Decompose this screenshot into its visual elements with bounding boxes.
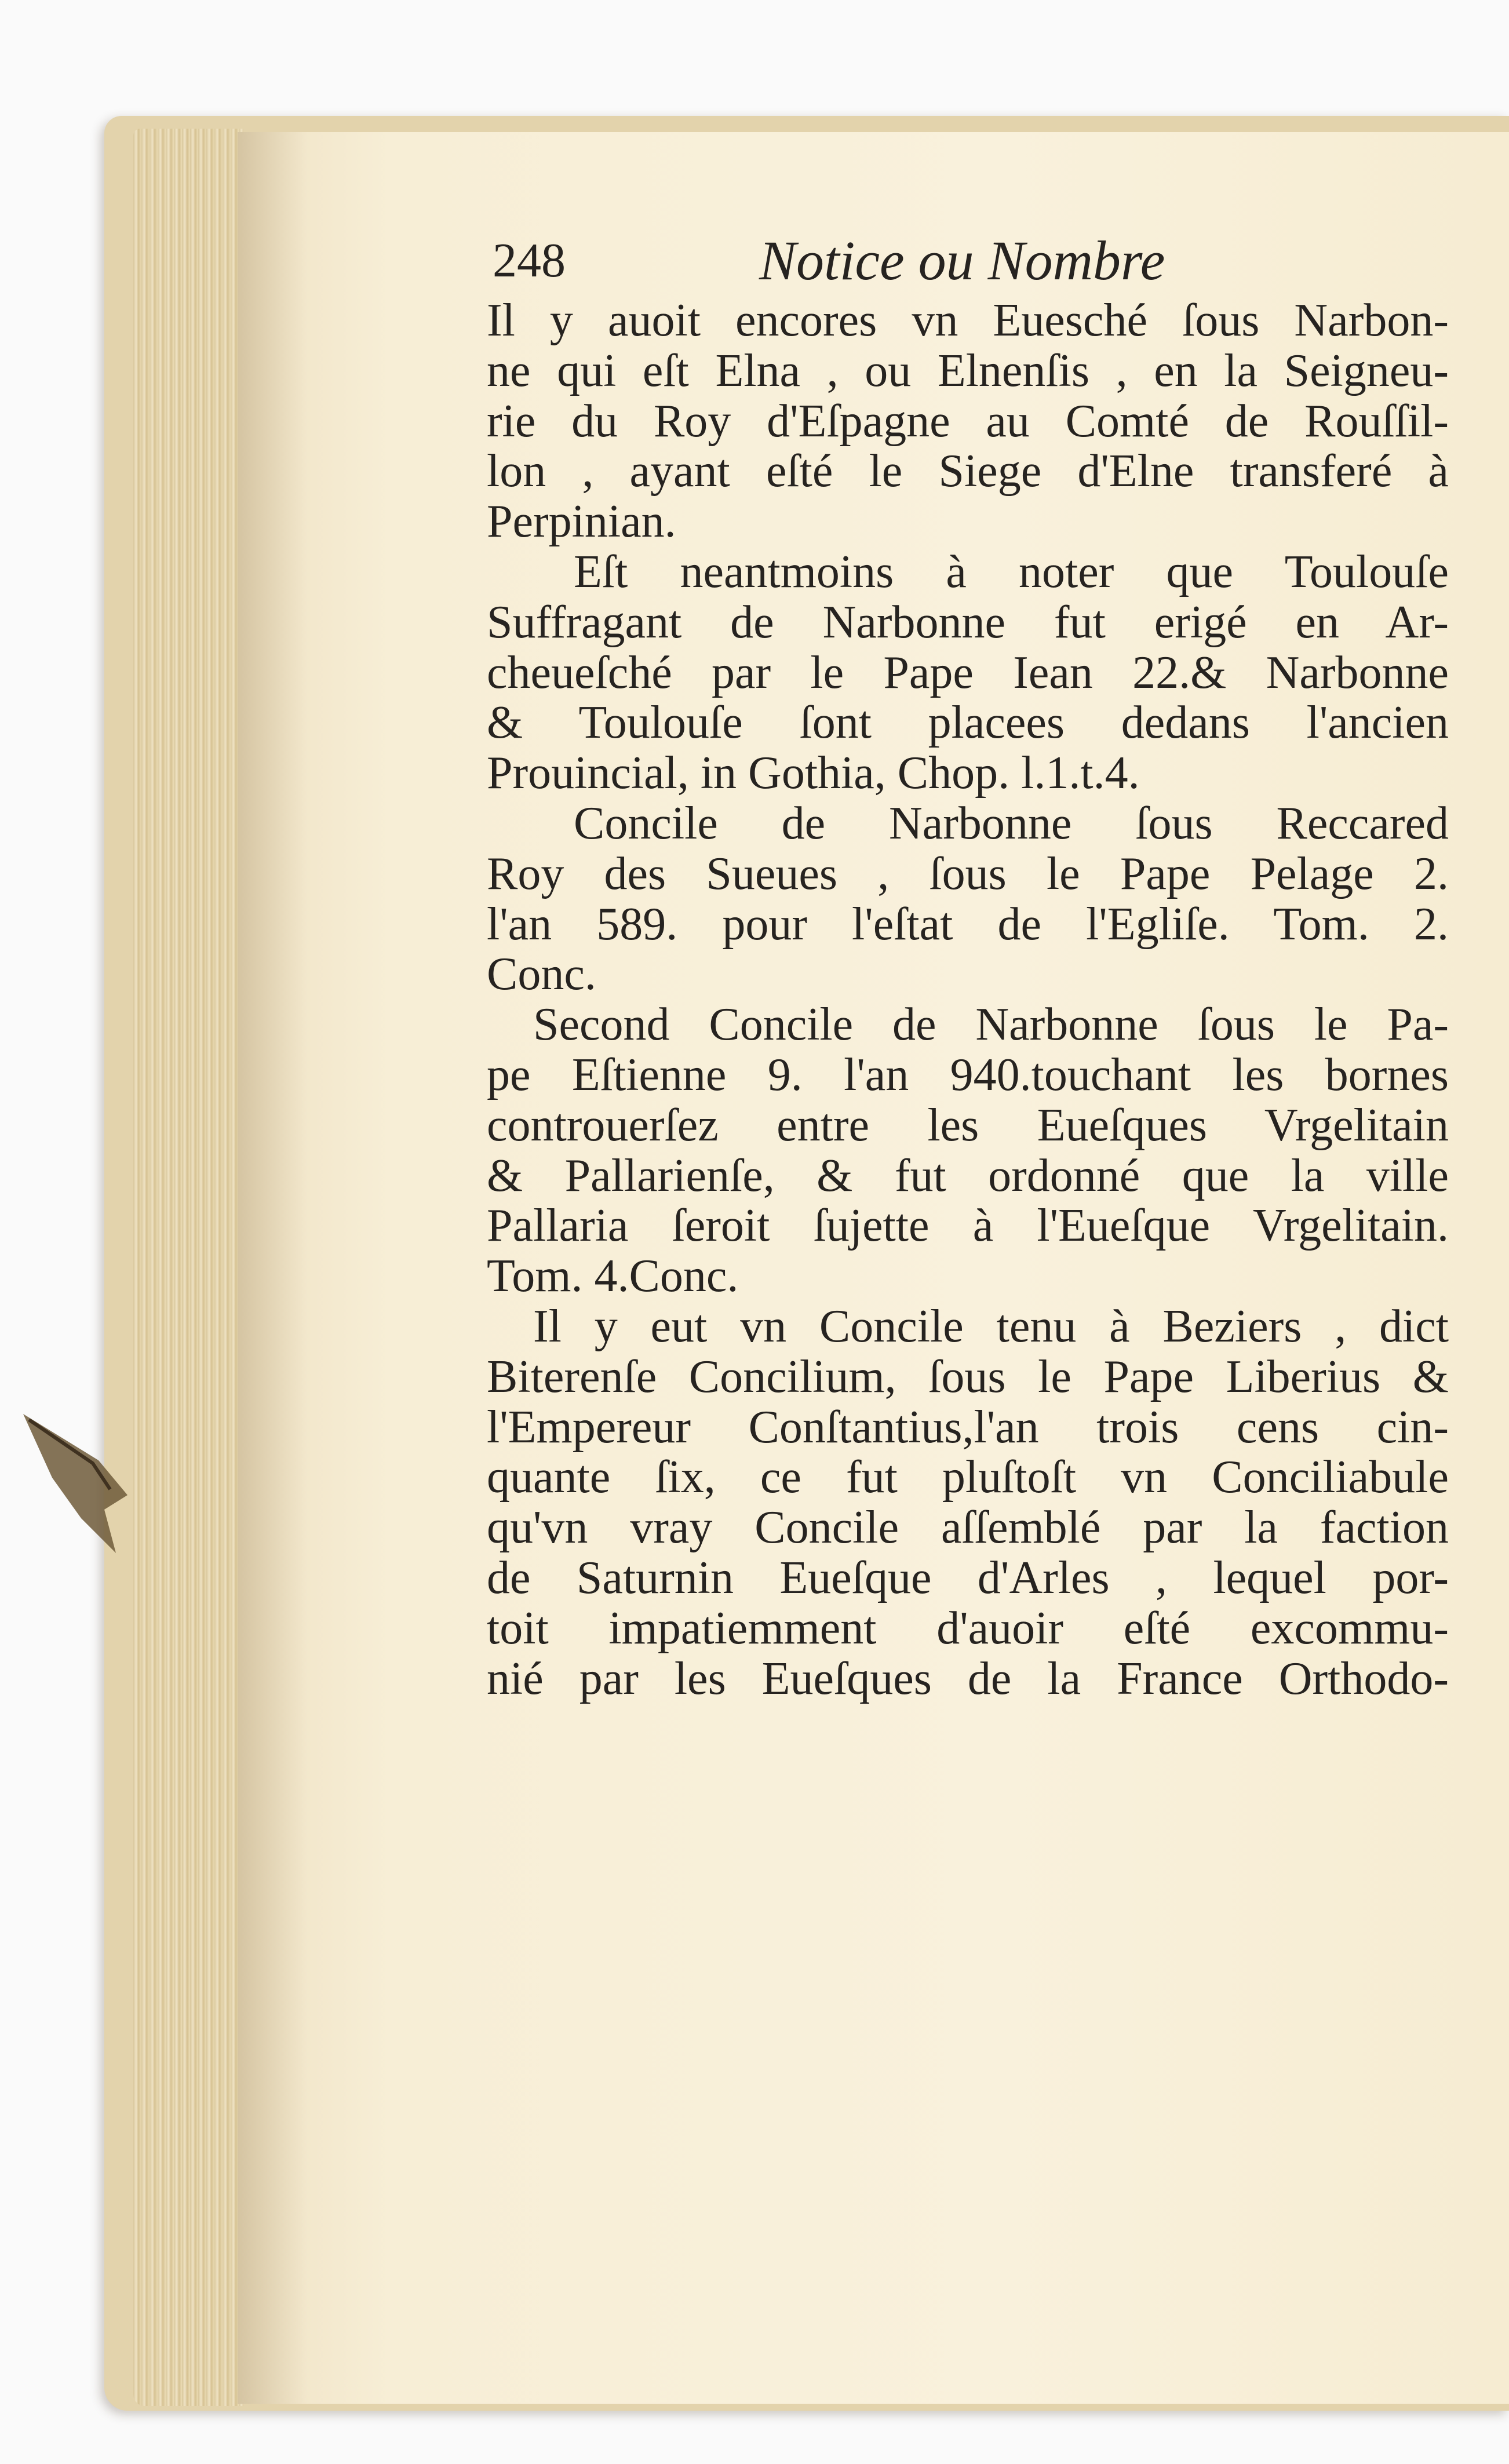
gutter-shadow xyxy=(238,132,307,2404)
text-line: pe Eſtienne 9. l'an 940.touchant les bornes xyxy=(487,1049,1449,1100)
page-edges xyxy=(133,129,243,2406)
page-text xyxy=(487,229,1449,1704)
text-line: Roy des Sueues , ſous le Pape Pelage 2. xyxy=(487,848,1449,899)
text-line: & Pallarienſe, & fut ordonné que la ville xyxy=(487,1150,1449,1201)
text-line: Eſt neantmoins à noter que Toulouſe xyxy=(574,546,1449,597)
text-line: Prouincial, in Gothia, Chop. l.1.t.4. xyxy=(487,748,1140,799)
text-line: ne qui eſt Elna , ou Elnenſis , en la Seigneu- xyxy=(487,345,1449,396)
text-line: l'Empereur Conſtantius,l'an trois cens cin- xyxy=(487,1401,1449,1453)
paragraph xyxy=(487,547,1449,799)
text-line: Conc. xyxy=(487,949,596,1000)
text-line: controuerſez entre les Eueſques Vrgelitain xyxy=(487,1099,1449,1151)
bookmark-ribbon xyxy=(17,1408,133,1559)
text-line: Suffragant de Narbonne fut erigé en Ar- xyxy=(487,596,1449,648)
paragraph xyxy=(487,296,1449,547)
running-title: Notice ou Nombre xyxy=(759,229,1165,291)
running-head xyxy=(487,229,1449,291)
text-line: lon , ayant eſté le Siege d'Elne transferé à xyxy=(487,446,1449,497)
text-line: de Saturnin Eueſque d'Arles , lequel por- xyxy=(487,1552,1449,1603)
text-line: qu'vn vray Concile aſſemblé par la faction xyxy=(487,1502,1449,1554)
text-line: Biterenſe Concilium, ſous le Pape Liberius & xyxy=(487,1351,1449,1402)
text-line: Second Concile de Narbonne ſous le Pa- xyxy=(533,999,1449,1051)
text-line: Perpinian. xyxy=(487,496,676,548)
text-line: Il y auoit encores vn Euesché ſous Narbon- xyxy=(487,295,1449,346)
text-line: l'an 589. pour l'eſtat de l'Egliſe. Tom. 2. xyxy=(487,898,1449,950)
text-line: toit impatiemment d'auoir eſté excommu- xyxy=(487,1602,1449,1654)
text-line: rie du Roy d'Eſpagne au Comté de Rouſſil- xyxy=(487,395,1449,447)
text-line: & Toulouſe ſont placees dedans l'ancien xyxy=(487,697,1449,749)
page-number: 248 xyxy=(493,234,566,287)
paragraph xyxy=(487,799,1449,1000)
text-line: Pallaria ſeroit ſujette à l'Eueſque Vrgelitain. xyxy=(487,1200,1449,1252)
paragraph xyxy=(487,1000,1449,1302)
text-line: quante ſix, ce fut pluſtoſt vn Conciliabule xyxy=(487,1452,1449,1503)
text-line: Tom. 4.Conc. xyxy=(487,1251,739,1302)
paragraph xyxy=(487,1302,1449,1704)
text-line: Il y eut vn Concile tenu à Beziers , dict xyxy=(533,1300,1449,1352)
text-line: nié par les Eueſques de la France Orthodo- xyxy=(487,1653,1449,1704)
text-line: Concile de Narbonne ſous Reccared xyxy=(574,797,1449,849)
text-line: cheueſché par le Pape Iean 22.& Narbonne xyxy=(487,647,1449,698)
